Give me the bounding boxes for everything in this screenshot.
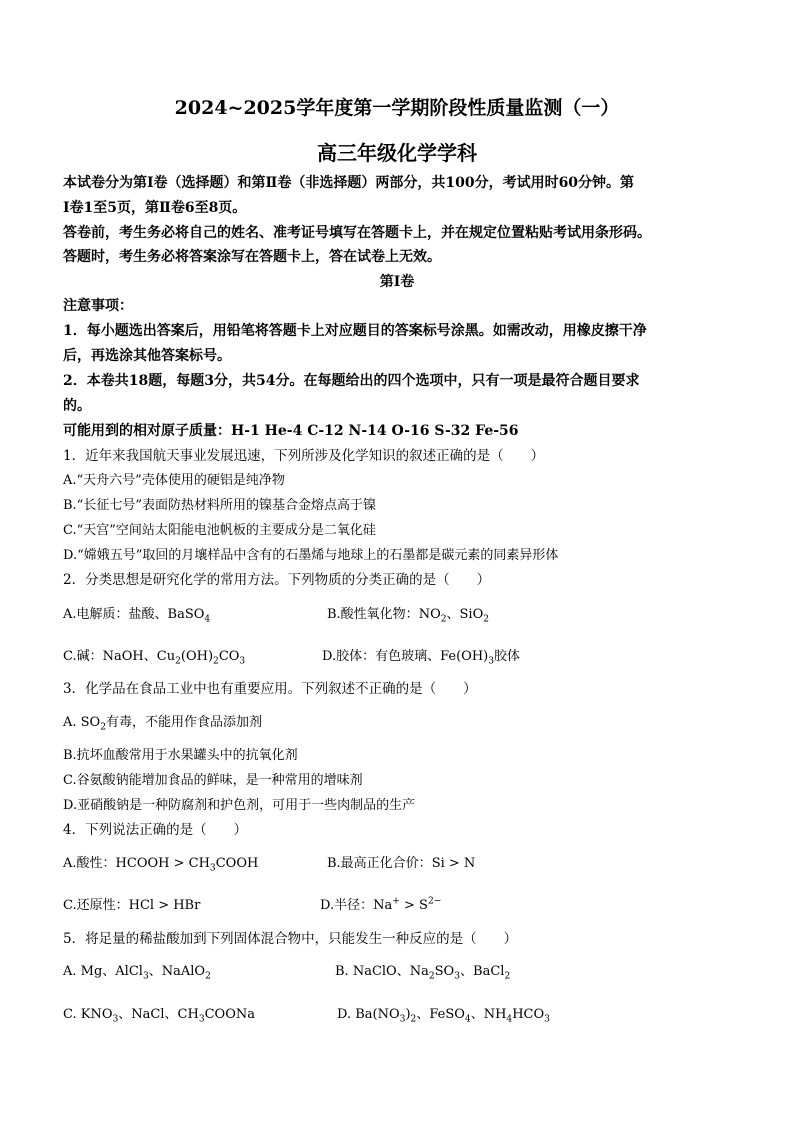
formula: BaSO$_4$ (167, 607, 211, 625)
option-a-label: A.酸性： (63, 856, 116, 871)
question-1-option-d: D.“嫦娥五号”取回的月壤样品中含有的石墨烯与地球上的石墨都是碳元素的同素异形体 (63, 548, 559, 563)
question-2-option-b (327, 607, 490, 625)
option-c-label: C.碱： (63, 649, 103, 664)
question-5-option-a (63, 964, 211, 982)
question-4-stem: 4．下列说法正确的是（ ） (63, 822, 248, 838)
intro-line-1: 本试卷分为第Ⅰ卷（选择题）和第Ⅱ卷（非选择题）两部分，共100分，考试用时60分钟。第 (63, 175, 635, 191)
formula: Mg、AlCl$_3$、NaAlO$_2$ (80, 964, 211, 982)
question-1-stem: 1．近年来我国航天事业发展迅速，下列所涉及化学知识的叙述正确的是（ ） (63, 448, 545, 464)
intro-line-2: Ⅰ卷1至5页，第Ⅱ卷6至8页。 (63, 200, 247, 216)
question-2-option-d (322, 649, 521, 667)
option-a-label: A. (63, 964, 81, 979)
question-1-option-b: B.“长征七号”表面防热材料所用的镍基合金熔点高于镍 (63, 498, 376, 513)
question-3-option-d: D.亚硝酸钠是一种防腐剂和护色剂，可用于一些肉制品的生产 (63, 798, 416, 813)
question-4-option-c (63, 899, 200, 912)
question-5-option-d (337, 1007, 550, 1025)
question-3-stem: 3．化学品在食品工业中也有重要应用。下列叙述不正确的是（ ） (63, 681, 477, 697)
note-1-line-1: 1．每小题选出答案后，用铅笔将答题卡上对应题目的答案标号涂黑。如需改动，用橡皮擦干净 (63, 323, 647, 339)
option-c-label: C.还原性： (63, 898, 129, 913)
formula: $SO_2$ (80, 715, 107, 733)
formula: NaClO、$Na_2SO_3$、BaCl$_2$ (352, 964, 511, 982)
option-d-label: D.半径： (320, 898, 374, 913)
question-2-option-a (63, 607, 211, 625)
formula: HCOOH > $CH_3COOH$ (115, 856, 259, 874)
formula: $NO_2$、SiO$_2$ (418, 607, 490, 625)
option-d-label: D. (337, 1007, 356, 1022)
intro-line-4: 答题时，考生务必将答案涂写在答题卡上，答在试卷上无效。 (63, 249, 441, 265)
atomic-masses: 可能用到的相对原子质量：H-1 He-4 C-12 N-14 O-16 S-32 Fe-56 (63, 423, 519, 439)
note-1-line-2: 后，再选涂其他答案标号。 (63, 348, 231, 364)
exam-subtitle: 高三年级化学学科 (317, 141, 477, 165)
option-a-text: 有毒，不能用作食品添加剂 (106, 715, 263, 730)
formula: NaOH、$Cu_2(OH)_2CO_3$ (102, 649, 246, 667)
question-4-option-b (327, 857, 475, 870)
question-2-stem: 2．分类思想是研究化学的常用方法。下列物质的分类正确的是（ ） (63, 572, 491, 588)
question-3-option-b: B.抗坏血酸常用于水果罐头中的抗氧化剂 (63, 748, 298, 763)
formula: $Na^+ > S^{2-}$ (373, 896, 442, 913)
question-5-stem: 5．将足量的稀盐酸加到下列固体混合物中，只能发生一种反应的是（ ） (63, 931, 518, 947)
question-4-option-a (63, 856, 259, 874)
formula: HCl > HBr (128, 898, 201, 913)
option-d-label: D.胶体：有色玻璃、 (322, 649, 441, 664)
question-4-option-d (320, 896, 442, 913)
option-b-label: B. (335, 964, 353, 979)
option-b-label: B.最高正化合价： (327, 856, 432, 871)
option-b-label: B.酸性氧化物： (327, 607, 419, 622)
option-d-suffix: 胶体 (494, 649, 521, 664)
formula: $Ba(NO_3)_2$、FeSO$_4$、$NH_4HCO_3$ (355, 1007, 550, 1025)
section-heading: 第Ⅰ卷 (379, 274, 415, 290)
option-a-label: A.电解质：盐酸、 (63, 607, 168, 622)
question-5-option-c (63, 1007, 255, 1025)
question-2-option-c (63, 649, 246, 667)
formula: Si > N (431, 856, 476, 871)
notes-heading: 注意事项： (63, 298, 133, 314)
question-5-option-b (335, 964, 511, 982)
exam-title: 2024~2025学年度第一学期阶段性质量监测（一） (174, 97, 620, 119)
note-2-line-1: 2．本卷共18题，每题3分，共54分。在每题给出的四个选项中，只有一项是最符合题目要求 (63, 373, 640, 389)
note-2-line-2: 的。 (63, 398, 91, 414)
formula: $KNO_3$、NaCl、$CH_3COONa$ (80, 1007, 255, 1025)
question-1-option-c: C.“天宫”空间站太阳能电池帆板的主要成分是二氧化硅 (63, 523, 376, 538)
question-1-option-a: A.“天舟六号”壳体使用的硬铝是纯净物 (63, 473, 285, 488)
option-c-label: C. (63, 1007, 81, 1022)
question-3-option-a (63, 715, 263, 733)
option-a-label: A. (63, 715, 81, 730)
formula: $Fe(OH)_3$ (440, 649, 495, 667)
intro-line-3: 答卷前，考生务必将自己的姓名、准考证号填写在答题卡上，并在规定位置粘贴考试用条形码。 (63, 225, 651, 241)
question-3-option-c: C.谷氨酸钠能增加食品的鲜味，是一种常用的增味剂 (63, 773, 363, 788)
